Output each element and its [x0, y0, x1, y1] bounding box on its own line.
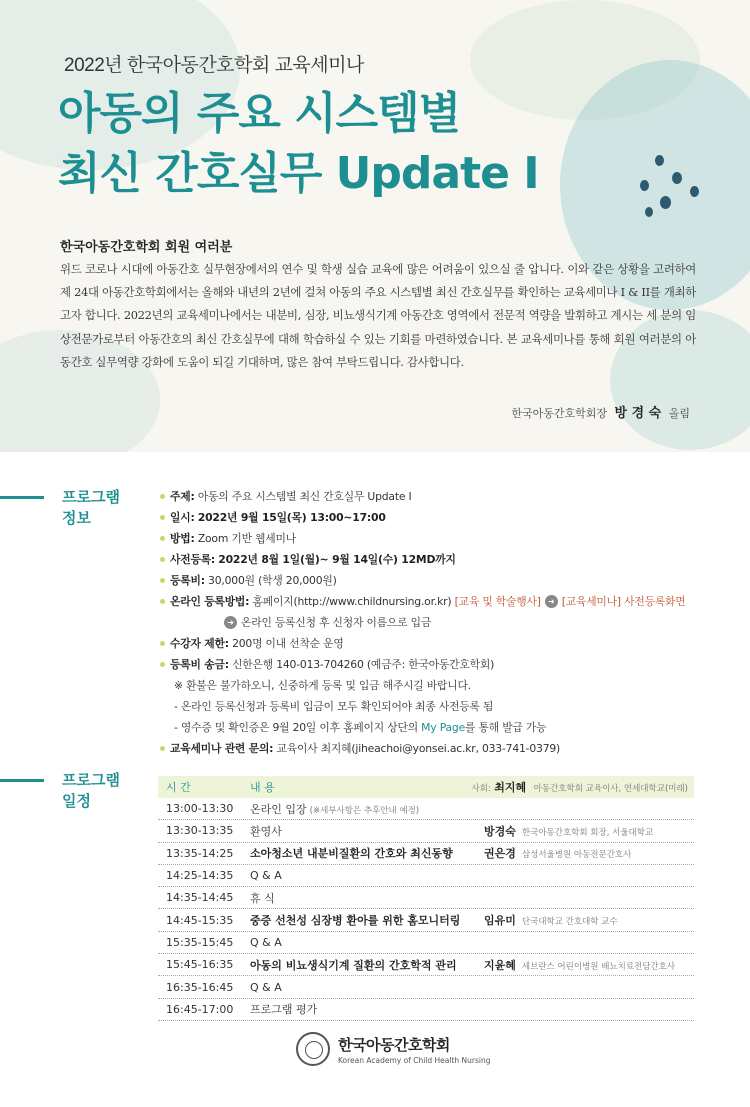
- row-content: [250, 1001, 317, 1017]
- section-title-schedule: [62, 770, 120, 812]
- menu-path-2: [교육세미나] 사전등록화면: [561, 595, 686, 608]
- section-title-line2: 정보: [62, 509, 91, 527]
- schedule-row: [158, 932, 694, 954]
- greeting-heading: 한국아동간호학회 회원 여러분: [60, 240, 233, 255]
- info-label: 등록비 송금:: [170, 658, 229, 671]
- schedule-row: [158, 865, 694, 887]
- row-content-title: 소아청소년 내분비질환의 간호와 최신동향: [250, 847, 453, 861]
- hero-banner: [0, 0, 750, 452]
- menu-path-1: [교육 및 학술행사]: [454, 595, 541, 608]
- info-prereg: [160, 549, 720, 570]
- moderator: [471, 779, 688, 795]
- decor-dot: [655, 155, 664, 166]
- info-account: [160, 654, 720, 675]
- info-online-step2: [160, 612, 720, 633]
- row-time: 13:00-13:30: [166, 802, 234, 816]
- info-note-refund: ※ 환불은 불가하오니, 신중하게 등록 및 입금 해주시길 바랍니다.: [174, 679, 471, 692]
- row-content-title: 온라인 입장: [250, 802, 307, 816]
- col-header-time: 시 간: [166, 781, 191, 794]
- info-label: 온라인 등록방법:: [170, 595, 250, 608]
- col-header-content: 내 용: [250, 781, 275, 794]
- row-content-note: (※세부사항은 추후안내 예정): [309, 805, 420, 816]
- info-value: 2022년 9월 15일(목) 13:00~17:00: [197, 511, 386, 524]
- row-content: [250, 801, 419, 817]
- bullet-icon: [160, 578, 165, 583]
- decor-blob: [0, 0, 240, 170]
- section-accent-bar: [0, 779, 44, 782]
- row-content: [250, 957, 457, 973]
- event-subtitle: 2022년 한국아동간호학회 교육세미나: [64, 55, 364, 76]
- row-content: [250, 890, 275, 906]
- speaker-affiliation: 단국대학교 간호대학 교수: [521, 917, 618, 928]
- arrow-right-icon: ➜: [545, 595, 558, 608]
- row-content-title: 환영사: [250, 824, 282, 838]
- row-content-title: Q & A: [250, 935, 282, 949]
- schedule-row: [158, 798, 694, 820]
- info-value: 교육이사 최지혜(jiheachoi@yonsei.ac.kr, 033-741-0379): [276, 742, 561, 755]
- row-speaker: [484, 845, 631, 861]
- schedule-row: [158, 976, 694, 998]
- info-value: 신한은행 140-013-704260 (예금주: 한국아동간호학회): [232, 658, 495, 671]
- info-value: - 영수증 및 확인증은 9월 20일 이후 홈페이지 상단의: [174, 721, 422, 734]
- info-label: 수강자 제한:: [170, 637, 229, 650]
- moderator-name: 최지혜: [494, 781, 527, 794]
- schedule-row: [158, 820, 694, 842]
- speaker-name: 권은경: [484, 847, 516, 861]
- row-content: [250, 845, 453, 861]
- program-info-list: [160, 486, 720, 759]
- schedule-rows: [158, 798, 694, 1021]
- page-title-line1: 아동의 주요 시스템별: [58, 88, 461, 139]
- row-time: 13:35-14:25: [166, 846, 234, 860]
- info-label: 방법:: [170, 532, 195, 545]
- signature: [511, 402, 690, 421]
- moderator-affiliation: 아동간호학회 교육이사, 연세대학교(미래): [533, 784, 688, 794]
- schedule-header-row: [158, 776, 694, 798]
- bullet-icon: [160, 536, 165, 541]
- page-title-line2: 최신 간호실무 Update I: [58, 148, 539, 199]
- org-logo: [296, 1032, 491, 1066]
- row-time: 14:45-15:35: [166, 913, 234, 927]
- schedule-row: [158, 999, 694, 1021]
- speaker-name: 방경숙: [484, 824, 516, 838]
- speaker-affiliation: 삼성서울병원 아동전문간호사: [521, 850, 632, 861]
- section-title-line2: 일정: [62, 792, 91, 810]
- decor-dot: [672, 172, 682, 184]
- schedule-row: [158, 843, 694, 865]
- my-page-link[interactable]: My Page: [421, 721, 466, 734]
- row-content-title: 프로그램 평가: [250, 1003, 318, 1017]
- bullet-icon: [160, 746, 165, 751]
- info-value: 2022년 8월 1일(월)~ 9월 14일(수) 12MD까지: [218, 553, 456, 566]
- decor-dot: [640, 180, 649, 191]
- org-seal-icon: [296, 1032, 330, 1066]
- row-content: [250, 869, 282, 882]
- info-value: 온라인 등록신청 후 신청자 이름으로 입금: [241, 616, 432, 629]
- row-time: 14:25-14:35: [166, 869, 234, 883]
- org-name: [338, 1034, 491, 1065]
- schedule-row: [158, 954, 694, 976]
- signature-name: 방 경 숙: [614, 406, 662, 421]
- row-content: [250, 981, 282, 994]
- row-content: [250, 936, 282, 949]
- info-label: 사전등록:: [170, 553, 216, 566]
- row-time: 15:45-16:35: [166, 958, 234, 972]
- homepage-link[interactable]: 홈페이지(http://www.childnursing.or.kr): [252, 595, 452, 608]
- row-time: 15:35-15:45: [166, 935, 234, 949]
- row-time: 16:35-16:45: [166, 980, 234, 994]
- row-content-title: 중증 선천성 심장병 환아를 위한 홈모니터링: [250, 914, 461, 928]
- info-value: 를 통해 발급 가능: [465, 721, 547, 734]
- info-label: 교육세미나 관련 문의:: [170, 742, 274, 755]
- signature-suffix: 올림: [668, 407, 690, 420]
- info-fee: [160, 570, 720, 591]
- speaker-affiliation: 한국아동간호학회 회장, 서울대학교: [521, 827, 654, 838]
- info-note-receipt: [160, 717, 720, 738]
- row-content: [250, 912, 460, 928]
- row-time: 14:35-14:45: [166, 891, 234, 905]
- row-content-title: 휴 식: [250, 891, 275, 905]
- schedule-row: [158, 909, 694, 931]
- row-speaker: [484, 957, 675, 973]
- schedule-row: [158, 887, 694, 909]
- org-name-en: Korean Academy of Child Health Nursing: [338, 1055, 491, 1065]
- speaker-affiliation: 세브란스 어린이병원 배뇨치료전담간호사: [521, 961, 676, 972]
- row-time: 16:45-17:00: [166, 1002, 234, 1016]
- info-value: 30,000원 (학생 20,000원): [208, 574, 337, 587]
- info-label: 일시:: [170, 511, 195, 524]
- row-speaker: [484, 912, 618, 928]
- info-topic: [160, 486, 720, 507]
- section-accent-bar: [0, 496, 44, 499]
- section-title-line1: 프로그램: [62, 771, 120, 789]
- row-content-title: Q & A: [250, 980, 282, 994]
- speaker-name: 지윤혜: [484, 958, 516, 972]
- arrow-right-icon: ➜: [224, 616, 237, 629]
- bullet-icon: [160, 641, 165, 646]
- info-online: [160, 591, 720, 612]
- bullet-icon: [160, 599, 165, 604]
- moderator-label: 사회:: [471, 784, 491, 794]
- greeting-body: 위드 코로나 시대에 아동간호 실무현장에서의 연수 및 학생 실습 교육에 많은 어려움이 있으실 줄 압니다. 이와 같은 상황을 고려하여 제 24대 아동간호학회에서는 올해와 내년의 2년에 걸쳐 아동의 주요 시스템별 최신 간호실무를 확인하는 교육세미나 I & II를 개최하고자 합니다. 2022년의 교육세미나에서는 내분비, 심장, 비뇨생식기계 아동간호 영역에서 전문적 역량을 발휘하고 계시는 세 분의 임상전문가로부터 아동간호의 최신 간호실무에 대해 학습하실 수 있는 기회를 마련하였습니다. 본 교육세미나를 통해 회원 여러분의 아동간호 실무역량 강화에 도움이 되길 기대하며, 많은 참여 부탁드립니다. 감사합니다.: [60, 262, 696, 369]
- bullet-icon: [160, 515, 165, 520]
- decor-dot: [660, 196, 671, 209]
- row-content-title: Q & A: [250, 869, 282, 883]
- signature-title: 한국아동간호학회장: [511, 407, 607, 420]
- info-value: 200명 이내 선착순 운영: [232, 637, 344, 650]
- row-speaker: [484, 823, 653, 839]
- row-time: 13:30-13:35: [166, 824, 234, 838]
- info-value: Zoom 기반 웹세미나: [197, 532, 296, 545]
- info-method: [160, 528, 720, 549]
- info-date: [160, 507, 720, 528]
- section-title-program-info: [62, 487, 120, 529]
- info-value: 아동의 주요 시스템별 최신 간호실무 Update I: [197, 490, 412, 503]
- bullet-icon: [160, 557, 165, 562]
- info-limit: [160, 633, 720, 654]
- row-content-title: 아동의 비뇨생식기계 질환의 간호학적 관리: [250, 958, 457, 972]
- schedule-table: [158, 776, 694, 1021]
- row-content: [250, 823, 282, 839]
- bullet-icon: [160, 494, 165, 499]
- info-label: 등록비:: [170, 574, 205, 587]
- decor-dot: [690, 186, 699, 197]
- bullet-icon: [160, 662, 165, 667]
- org-name-ko: 한국아동간호학회: [338, 1035, 450, 1054]
- speaker-name: 임유미: [484, 914, 516, 928]
- section-title-line1: 프로그램: [62, 488, 120, 506]
- info-contact: [160, 738, 720, 759]
- decor-dot: [645, 207, 653, 217]
- info-label: 주제:: [170, 490, 195, 503]
- info-note-confirm: - 온라인 등록신청과 등록비 입금이 모두 확인되어야 최종 사전등록 됨: [174, 700, 494, 713]
